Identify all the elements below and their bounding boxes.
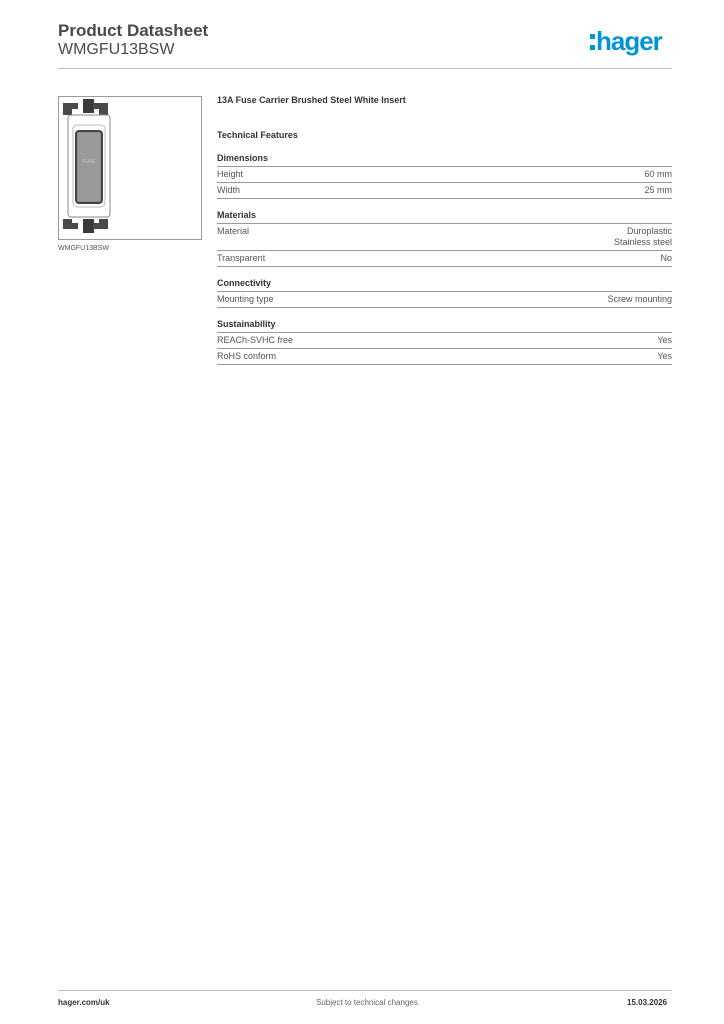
row-value: Yes: [657, 351, 672, 361]
document-subtitle: WMGFU13BSW: [58, 41, 175, 58]
technical-features-title: Technical Features: [217, 130, 298, 140]
row-label: Height: [217, 169, 244, 179]
table-row: [217, 183, 672, 199]
product-image: [58, 96, 202, 240]
row-label: RoHS conform: [217, 351, 277, 361]
fuse-carrier-illustration: [59, 97, 201, 239]
row-label: Transparent: [217, 253, 266, 263]
technical-content: [217, 95, 672, 376]
group-title: Dimensions: [217, 153, 672, 167]
row-value: Screw mounting: [607, 294, 672, 304]
document-title: Product Datasheet: [58, 21, 209, 40]
row-label: Material: [217, 226, 250, 236]
logo-text: hager: [596, 26, 662, 56]
group-connectivity: [217, 278, 672, 308]
footer-notice: Subject to technical changes: [316, 998, 418, 1007]
row-value: No: [660, 253, 672, 263]
row-label: Mounting type: [217, 294, 274, 304]
hager-logo: [590, 26, 676, 60]
group-sustainability: [217, 319, 672, 365]
product-name: 13A Fuse Carrier Brushed Steel White Insert: [217, 95, 406, 105]
group-dimensions: [217, 153, 672, 199]
row-label: Width: [217, 185, 241, 195]
table-row: [217, 333, 672, 349]
table-row: [217, 349, 672, 365]
insert-text: FUSE: [82, 159, 96, 165]
group-title: Materials: [217, 210, 672, 224]
row-label: REACh-SVHC free: [217, 335, 294, 345]
table-row: [217, 224, 672, 251]
table-row: [217, 167, 672, 183]
footer-website-link[interactable]: hager.com/uk: [58, 998, 110, 1007]
logo-dots-icon: [590, 34, 595, 52]
footer-date: 15.03.2026: [627, 998, 668, 1007]
row-value-line: Stainless steel: [613, 237, 672, 247]
row-value: 25 mm: [644, 185, 672, 195]
table-row: [217, 292, 672, 308]
header: [58, 21, 208, 59]
row-value: 60 mm: [644, 169, 672, 179]
group-title: Sustainability: [217, 319, 672, 333]
group-title: Connectivity: [217, 278, 672, 292]
group-materials: [217, 210, 672, 267]
header-divider: [58, 68, 672, 69]
table-row: [217, 251, 672, 267]
row-value: [614, 226, 672, 248]
row-value: Yes: [657, 335, 672, 345]
image-caption: WMGFU13BSW: [58, 245, 109, 252]
row-value-line: Duroplastic: [626, 226, 672, 236]
footer-divider: [58, 990, 672, 991]
